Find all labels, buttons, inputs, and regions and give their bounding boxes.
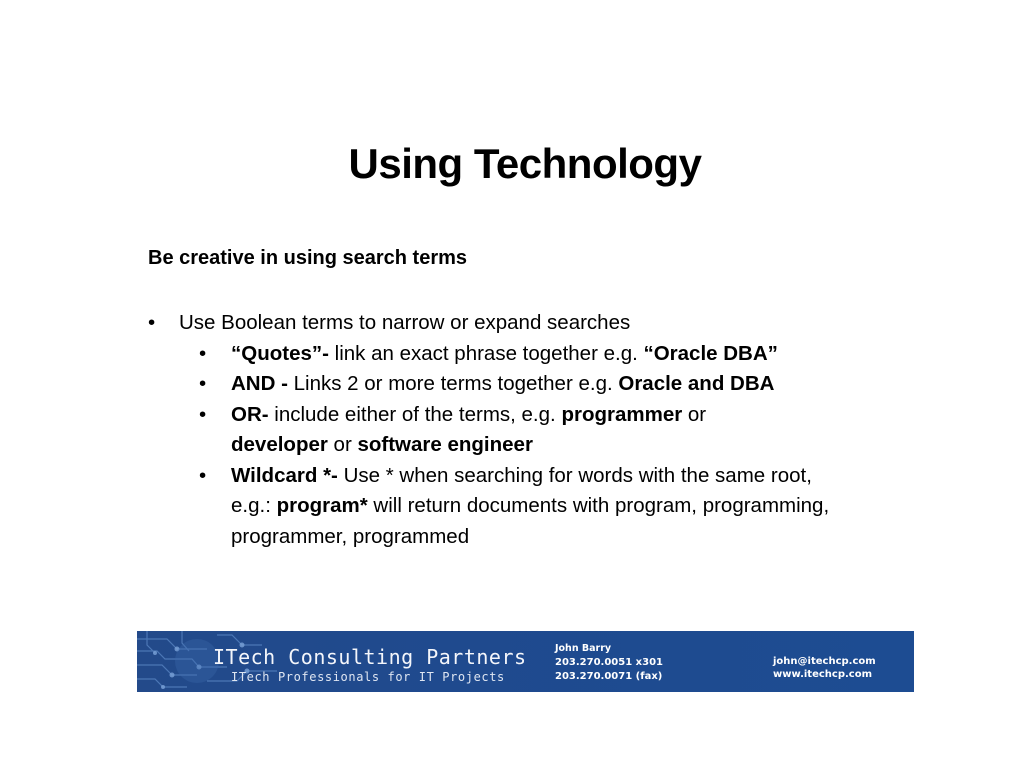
quotes-term: “Quotes”- (231, 341, 329, 365)
sub-bullet-list (199, 339, 868, 553)
and-term: AND - (231, 372, 288, 395)
contact-phone: 203.270.0051 x301 (555, 657, 663, 668)
or-example-developer: developer (231, 433, 328, 456)
wildcard-text: Use * when searching for words with the same root, e.g.: (231, 463, 812, 517)
quotes-text: link an exact phrase together e.g. (328, 341, 644, 365)
main-bullet-text: Use Boolean terms to narrow or expand searches (179, 311, 631, 334)
contact-name: John Barry (555, 643, 612, 654)
contact-website: www.itechcp.com (773, 669, 873, 680)
contact-email: john@itechcp.com (773, 656, 876, 667)
bullet-marker: • (199, 372, 207, 395)
wildcard-example: program* (276, 494, 368, 517)
or-text: include either of the terms, e.g. (268, 402, 562, 426)
bullet-marker: • (199, 463, 207, 487)
contact-fax: 203.270.0071 (fax) (555, 671, 663, 682)
company-tagline: ITech Professionals for IT Projects (231, 670, 505, 684)
sub-bullet-quotes (199, 339, 851, 370)
footer-banner (137, 631, 914, 692)
bullet-marker: • (148, 311, 156, 334)
main-bullet (148, 308, 868, 339)
subheading: Be creative in using search terms (148, 247, 468, 269)
bullet-marker: • (199, 341, 207, 365)
sub-bullet-wildcard (199, 461, 851, 553)
or-connector: or (682, 402, 707, 426)
slide-title: Using Technology (348, 140, 702, 187)
company-name: ITech Consulting Partners (213, 645, 527, 669)
or-connector: or (327, 433, 358, 456)
quotes-example: “Oracle DBA” (643, 341, 778, 365)
wildcard-term: Wildcard *- (231, 463, 338, 487)
sub-bullet-and (199, 369, 851, 400)
wildcard-text-2: will return documents with program, programming, programmer, programmed (231, 494, 830, 548)
or-example-software-engineer: software engineer (357, 433, 533, 456)
sub-bullet-or (199, 400, 851, 461)
and-example: Oracle and DBA (618, 372, 775, 395)
or-term: OR- (231, 402, 269, 426)
bullet-content (148, 308, 868, 552)
or-example-programmer: programmer (561, 402, 683, 426)
and-text: Links 2 or more terms together e.g. (287, 372, 619, 395)
bullet-marker: • (199, 402, 207, 426)
